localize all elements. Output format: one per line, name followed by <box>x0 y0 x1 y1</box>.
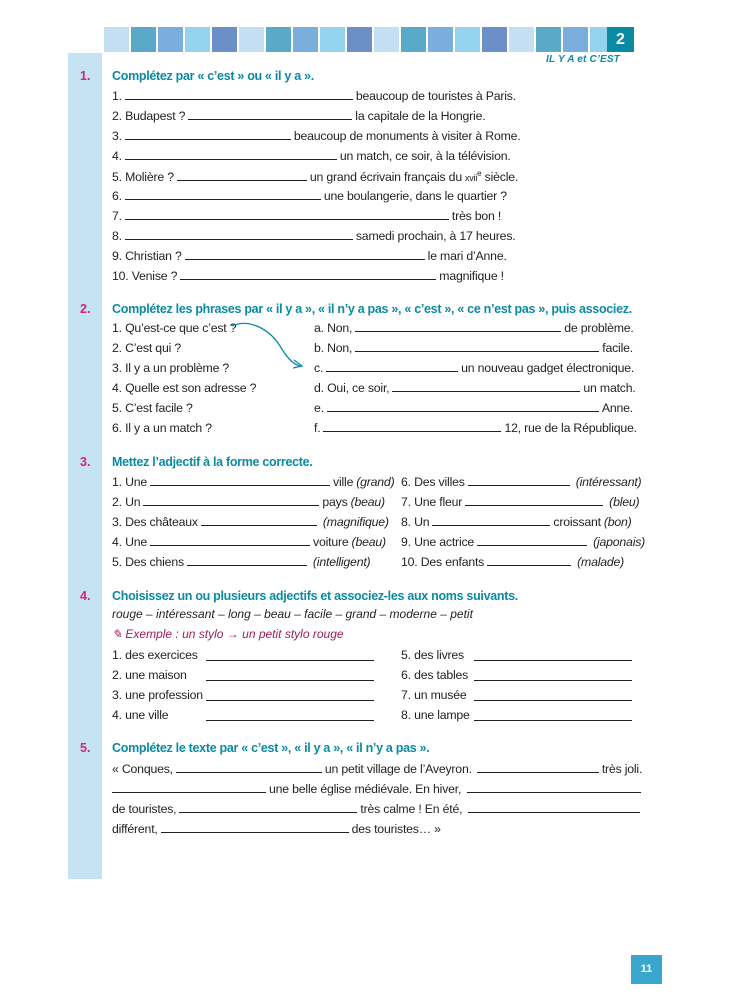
ex1-prompt: 5. Molière ? <box>112 170 174 185</box>
ex1-continuation: un grand écrivain français du <box>309 170 462 185</box>
ex2-answer <box>314 381 636 395</box>
ex3-adjective: (bon) <box>603 515 632 529</box>
exercise-3-number: 3. <box>80 455 91 469</box>
answer-blank[interactable] <box>487 555 571 566</box>
strip-square <box>401 27 426 52</box>
ex3-prompt: 2. Un <box>112 495 141 509</box>
answer-blank[interactable] <box>467 782 641 793</box>
ex3-item <box>401 535 645 549</box>
ex2-answer-text: 12, rue de la République. <box>504 421 637 435</box>
ex1-continuation: magnifique ! <box>439 269 504 283</box>
ex4-noun: 3. une profession <box>112 688 203 702</box>
ex4-noun: 4. une ville <box>112 708 169 722</box>
ex3-item <box>112 555 370 569</box>
exercise-4-number: 4. <box>80 589 91 603</box>
ex5-text-1c: très joli. <box>601 762 643 776</box>
answer-blank[interactable] <box>474 700 632 701</box>
ex1-prompt: 9. Christian ? <box>112 249 182 263</box>
answer-blank[interactable] <box>206 680 374 681</box>
ex1-continuation-end: siècle. <box>481 170 519 185</box>
answer-blank[interactable] <box>468 475 570 486</box>
ex3-adjective: (intéressant) <box>575 475 642 489</box>
ex5-line-3 <box>112 802 643 816</box>
exercise-2-number: 2. <box>80 302 91 316</box>
ex3-item <box>112 495 385 509</box>
answer-blank[interactable] <box>125 209 449 220</box>
strip-square <box>131 27 156 52</box>
ex2-question: 4. Quelle est son adresse ? <box>112 381 257 395</box>
strip-square <box>185 27 210 52</box>
answer-blank[interactable] <box>355 321 561 332</box>
adjective-list: rouge – intéressant – long – beau – facile – grand – moderne – petit <box>112 607 473 621</box>
strip-square <box>536 27 561 52</box>
answer-blank[interactable] <box>112 782 266 793</box>
strip-square <box>158 27 183 52</box>
answer-blank[interactable] <box>465 495 603 506</box>
ex3-prompt: 5. Des chiens <box>112 555 184 569</box>
ex2-answer-label: c. <box>314 361 324 375</box>
ex2-question: 5. C’est facile ? <box>112 401 193 415</box>
ex3-prompt: 9. Une actrice <box>401 535 475 549</box>
ex2-answer <box>314 321 634 335</box>
answer-blank[interactable] <box>474 660 632 661</box>
ex5-text-1b: un petit village de l’Aveyron. <box>324 762 472 776</box>
answer-blank[interactable] <box>150 535 310 546</box>
ex1-continuation: beaucoup de monuments à visiter à Rome. <box>293 129 521 143</box>
strip-square <box>509 27 534 52</box>
ex5-line-4 <box>112 822 441 836</box>
ex3-item <box>401 555 624 569</box>
ex4-noun: 1. des exercices <box>112 648 198 662</box>
answer-blank[interactable] <box>474 720 632 721</box>
ex3-item <box>112 515 389 529</box>
strip-square <box>239 27 264 52</box>
ex3-item <box>401 495 639 509</box>
ex1-line <box>112 249 507 263</box>
strip-square <box>563 27 588 52</box>
ex1-line <box>112 189 507 203</box>
answer-blank[interactable] <box>206 700 374 701</box>
answer-blank[interactable] <box>177 170 307 181</box>
ex1-prompt: 4. <box>112 149 122 163</box>
answer-blank[interactable] <box>474 680 632 681</box>
ex1-line <box>112 89 516 103</box>
ex4-noun: 7. un musée <box>401 688 467 702</box>
answer-blank[interactable] <box>327 401 599 412</box>
ex1-continuation: le mari d’Anne. <box>427 249 507 263</box>
answer-blank[interactable] <box>355 341 599 352</box>
ex3-noun: croissant <box>553 515 601 529</box>
strip-square <box>428 27 453 52</box>
strip-square <box>212 27 237 52</box>
ex4-noun: 8. une lampe <box>401 708 470 722</box>
ex3-adjective: (beau) <box>350 495 385 509</box>
answer-blank[interactable] <box>201 515 317 526</box>
exercise-2-instruction: Complétez les phrases par « il y a », « il n’y a pas », « c’est », « ce n’est pas », puis associez. <box>112 302 632 316</box>
ex3-prompt: 7. Une fleur <box>401 495 463 509</box>
ex3-item <box>401 475 641 489</box>
ex1-continuation: la capitale de la Hongrie. <box>355 109 486 123</box>
strip-square <box>347 27 372 52</box>
ex2-answer-label: f. <box>314 421 321 435</box>
arrow-right-icon: → <box>226 627 239 641</box>
answer-blank[interactable] <box>477 762 599 773</box>
ex3-prompt: 1. Une <box>112 475 148 489</box>
ex3-prompt: 8. Un <box>401 515 430 529</box>
strip-square <box>104 27 129 52</box>
example-prefix: Exemple : un stylo <box>125 627 224 641</box>
ex5-line-1 <box>112 762 642 776</box>
ex4-noun: 2. une maison <box>112 668 187 682</box>
ex5-text-4a: différent, <box>112 822 158 836</box>
example-arrow-icon <box>230 320 306 370</box>
ex3-adjective: (bleu) <box>609 495 640 509</box>
ex3-prompt: 6. Des villes <box>401 475 465 489</box>
ex1-prompt: 8. <box>112 229 122 243</box>
strip-square <box>266 27 291 52</box>
answer-blank[interactable] <box>143 495 319 506</box>
page-number: 11 <box>631 955 662 984</box>
answer-blank[interactable] <box>432 515 550 526</box>
ex1-line <box>112 269 504 283</box>
answer-blank[interactable] <box>176 762 322 773</box>
ex3-item <box>112 535 386 549</box>
color-strip <box>104 27 617 52</box>
ex3-noun: pays <box>322 495 348 509</box>
ex3-adjective: (beau) <box>351 535 386 549</box>
exercise-4-instruction: Choisissez un ou plusieurs adjectifs et associez-les aux noms suivants. <box>112 589 518 603</box>
example-line <box>112 627 344 641</box>
answer-blank[interactable] <box>150 475 330 486</box>
ex3-noun: ville <box>333 475 354 489</box>
ex5-line-2 <box>112 782 644 796</box>
ex3-prompt: 10. Des enfants <box>401 555 485 569</box>
ex1-line <box>112 109 485 123</box>
strip-square <box>374 27 399 52</box>
ex2-answer-text: un match. <box>583 381 636 395</box>
ex1-continuation: un match, ce soir, à la télévision. <box>339 149 511 163</box>
ex2-answer-label: b. Non, <box>314 341 353 355</box>
superscript: e <box>477 169 482 178</box>
ex5-text-1a: « Conques, <box>112 762 173 776</box>
ex2-answer-label: d. Oui, ce soir, <box>314 381 390 395</box>
ex1-prompt: 7. <box>112 209 122 223</box>
ex2-answer <box>314 361 634 375</box>
ex2-answer <box>314 421 637 435</box>
ex5-text-2a: une belle église médiévale. En hiver, <box>269 782 462 796</box>
ex3-item <box>112 475 394 489</box>
ex1-continuation: une boulangerie, dans le quartier ? <box>323 189 507 203</box>
ex3-prompt: 3. Des châteaux <box>112 515 198 529</box>
answer-blank[interactable] <box>180 269 436 280</box>
ex1-prompt: 10. Venise ? <box>112 269 178 283</box>
ex2-question: 6. Il y a un match ? <box>112 421 212 435</box>
answer-blank[interactable] <box>323 421 501 432</box>
ex1-continuation: beaucoup de touristes à Paris. <box>355 89 516 103</box>
ex2-answer-text: Anne. <box>601 401 633 415</box>
ex2-answer-text: de problème. <box>564 321 634 335</box>
ex1-prompt: 2. Budapest ? <box>112 109 186 123</box>
ex1-prompt: 1. <box>112 89 122 103</box>
answer-blank[interactable] <box>179 802 357 813</box>
strip-square <box>320 27 345 52</box>
chapter-title: IL Y A et C’EST <box>546 54 620 65</box>
ex1-prompt: 3. <box>112 129 122 143</box>
answer-blank[interactable] <box>206 660 374 661</box>
ex3-item <box>401 515 632 529</box>
ex3-adjective: (grand) <box>356 475 395 489</box>
ex2-question: 1. Qu’est-ce que c’est ? <box>112 321 237 335</box>
ex1-line <box>112 229 516 243</box>
answer-blank[interactable] <box>392 381 580 392</box>
answer-blank[interactable] <box>185 249 425 260</box>
exercise-1-instruction: Complétez par « c’est » ou « il y a ». <box>112 69 314 83</box>
ex3-noun: voiture <box>313 535 349 549</box>
ex2-answer-text: un nouveau gadget électronique. <box>461 361 635 375</box>
answer-blank[interactable] <box>477 535 587 546</box>
answer-blank[interactable] <box>326 361 458 372</box>
chapter-number: 2 <box>607 27 634 52</box>
answer-blank[interactable] <box>125 229 353 240</box>
ex1-prompt: 6. <box>112 189 122 203</box>
ex4-noun: 6. des tables <box>401 668 469 682</box>
exercise-1-number: 1. <box>80 69 91 83</box>
answer-blank[interactable] <box>125 189 321 200</box>
answer-blank[interactable] <box>125 149 337 160</box>
answer-blank[interactable] <box>468 802 640 813</box>
example-result: un petit stylo rouge <box>242 627 344 641</box>
ex3-prompt: 4. Une <box>112 535 148 549</box>
ex5-text-3b: très calme ! En été, <box>360 802 463 816</box>
ex3-adjective: (magnifique) <box>322 515 389 529</box>
ex2-answer-label: e. <box>314 401 324 415</box>
ex2-question: 3. Il y a un problème ? <box>112 361 230 375</box>
answer-blank[interactable] <box>187 555 307 566</box>
ex1-line <box>112 129 521 143</box>
answer-blank[interactable] <box>161 822 349 833</box>
exercise-5-number: 5. <box>80 741 91 755</box>
answer-blank[interactable] <box>206 720 374 721</box>
strip-square <box>455 27 480 52</box>
pencil-icon: ✎ <box>112 627 123 641</box>
ex2-answer-label: a. Non, <box>314 321 353 335</box>
ex1-continuation: très bon ! <box>451 209 502 223</box>
ex2-answer-text: facile. <box>602 341 633 355</box>
ex5-text-4b: des touristes… » <box>351 822 441 836</box>
strip-square <box>482 27 507 52</box>
ex2-answer <box>314 401 633 415</box>
exercise-3-instruction: Mettez l’adjectif à la forme correcte. <box>112 455 313 469</box>
ex4-noun: 5. des livres <box>401 648 465 662</box>
ex1-line <box>112 149 511 163</box>
ex2-question: 2. C’est qui ? <box>112 341 181 355</box>
ex3-adjective: (malade) <box>577 555 625 569</box>
ex3-adjective: (intelligent) <box>312 555 371 569</box>
century-numeral: xvii <box>464 173 478 184</box>
answer-blank[interactable] <box>125 129 291 140</box>
ex1-line <box>112 209 501 223</box>
ex3-adjective: (japonais) <box>593 535 646 549</box>
strip-square <box>293 27 318 52</box>
ex2-answer <box>314 341 633 355</box>
answer-blank[interactable] <box>188 109 352 120</box>
ex5-text-3a: de touristes, <box>112 802 177 816</box>
exercise-5-instruction: Complétez le texte par « c’est », « il y a », « il n’y a pas ». <box>112 741 430 755</box>
answer-blank[interactable] <box>125 89 353 100</box>
ex1-line <box>112 169 518 184</box>
ex1-continuation: samedi prochain, à 17 heures. <box>355 229 516 243</box>
